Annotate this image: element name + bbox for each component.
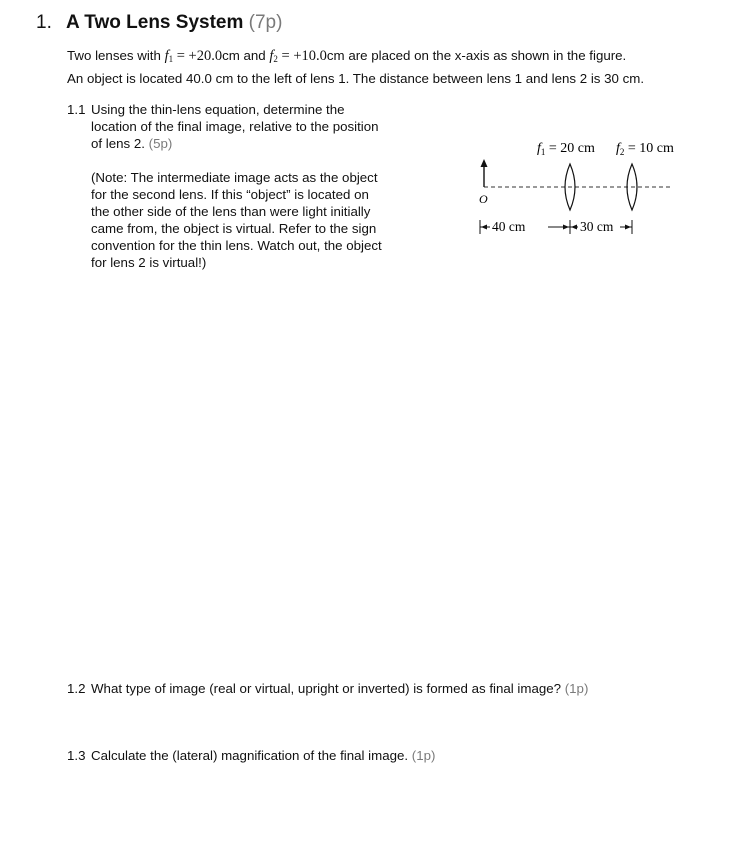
intro-text-2: and bbox=[239, 48, 270, 63]
q1-line-1: Using the thin-lens equation, determine the bbox=[91, 102, 345, 117]
f2-expression bbox=[269, 48, 327, 64]
note-line: (Note: The intermediate image acts as the object bbox=[91, 170, 378, 185]
q2-points: (1p) bbox=[564, 681, 589, 696]
question-1-3 bbox=[67, 748, 435, 763]
intro-text-1: Two lenses with bbox=[67, 48, 165, 63]
f1-symbol: f bbox=[164, 48, 169, 64]
intro-line-1 bbox=[67, 46, 727, 69]
f2-unit: cm bbox=[326, 48, 345, 63]
object-label: O bbox=[479, 192, 488, 206]
f2-label: $f_2 = 10$ cm bbox=[616, 141, 674, 157]
q3-points: (1p) bbox=[411, 748, 436, 763]
problem-points: (7p) bbox=[248, 12, 283, 33]
problem-title-text: A Two Lens System bbox=[66, 12, 244, 33]
f1-label: $f_1 = 20$ cm bbox=[537, 141, 595, 157]
lens-system-figure bbox=[470, 134, 700, 244]
problem-title bbox=[36, 12, 282, 34]
distance-40-label: 40 cm bbox=[492, 219, 526, 234]
note-line: for the second lens. If this “object” is located on bbox=[91, 187, 369, 202]
q3-number: 1.3 bbox=[67, 748, 86, 763]
question-1-1 bbox=[67, 101, 422, 152]
problem-intro bbox=[67, 46, 727, 89]
q1-line-2: location of the final image, relative to the position bbox=[91, 119, 379, 134]
object-arrow bbox=[481, 159, 488, 187]
intro-text-3: are placed on the x-axis as shown in the figure. bbox=[344, 48, 627, 63]
note-line: convention for the thin lens. Watch out, the object bbox=[91, 238, 382, 253]
q1-number: 1.1 bbox=[67, 102, 86, 117]
f2-value: = +10.0 bbox=[277, 48, 327, 64]
note-line: for lens 2 is virtual!) bbox=[91, 255, 207, 270]
q1-note bbox=[91, 169, 421, 271]
q2-text: What type of image (real or virtual, upright or inverted) is formed as final image? bbox=[91, 681, 562, 696]
q3-text: Calculate the (lateral) magnification of the final image. bbox=[91, 748, 409, 763]
f1-expression bbox=[165, 48, 223, 64]
f1-subscript: 1 bbox=[168, 54, 174, 64]
question-1-2 bbox=[67, 681, 588, 696]
f2-subscript: 2 bbox=[273, 54, 278, 64]
problem-number: 1. bbox=[36, 12, 52, 33]
note-line: the other side of the lens than were light initially bbox=[91, 204, 371, 219]
q2-number: 1.2 bbox=[67, 681, 86, 696]
f1-unit: cm bbox=[222, 48, 240, 63]
distance-30-label: 30 cm bbox=[580, 219, 614, 234]
f2-symbol: f bbox=[269, 48, 274, 64]
note-line: came from, the object is virtual. Refer to the sign bbox=[91, 221, 377, 236]
intro-line-2: An object is located 40.0 cm to the left of lens 1. The distance between lens 1 and lens 2 is 30 cm. bbox=[67, 71, 645, 86]
q1-line-3: of lens 2. bbox=[91, 136, 145, 151]
f1-value: = +20.0 bbox=[173, 48, 223, 64]
q1-points: (5p) bbox=[148, 136, 173, 151]
